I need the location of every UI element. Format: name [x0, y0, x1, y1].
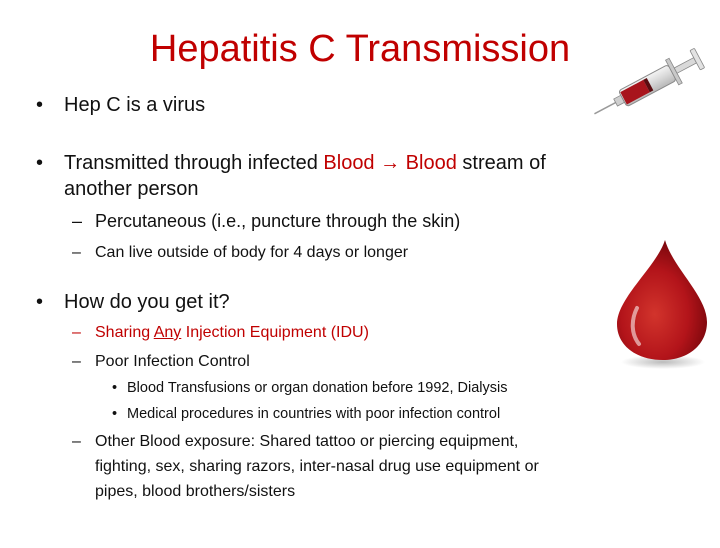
dash: – — [72, 244, 81, 261]
slide-title: Hepatitis C Transmission — [149, 28, 571, 70]
bullet-dot: • — [36, 291, 44, 313]
dash: – — [72, 324, 81, 341]
bullet-2-highlight: Blood → Blood — [323, 152, 457, 174]
syringe-icon — [584, 40, 716, 124]
dash: – — [72, 353, 81, 370]
bullet-3: How do you get it? — [64, 291, 230, 313]
bullet-3-sub1-c: Injection Equipment (IDU) — [181, 324, 369, 341]
bullet-3-sub1 — [95, 324, 369, 342]
dash: – — [72, 211, 83, 231]
sub-bullet-dot: • — [112, 406, 118, 422]
bullet-3-sub3-line3: pipes, blood brothers/sisters — [95, 483, 296, 500]
bullet-1: Hep C is a virus — [64, 94, 206, 116]
bullet-3-sub3-line1: Other Blood exposure: Shared tattoo or piercing equipment, — [95, 433, 519, 450]
bullet-3-sub3-line2: fighting, sex, sharing razors, inter-nasal drug use equipment or — [95, 458, 539, 475]
bullet-3-sub2-item2: Medical procedures in countries with poor infection control — [127, 406, 501, 422]
bullet-2-sub1: Percutaneous (i.e., puncture through the skin) — [95, 211, 461, 231]
bullet-3-sub1-a: Sharing — [95, 324, 154, 341]
bullet-2-sub2: Can live outside of body for 4 days or longer — [95, 244, 409, 261]
bullet-2-text-end: stream of — [456, 152, 546, 174]
bullet-2-text: Transmitted through infected — [64, 152, 324, 174]
bullet-3-sub2-item1: Blood Transfusions or organ donation before 1992, Dialysis — [127, 380, 508, 396]
bullet-2-line2: another person — [64, 178, 199, 200]
blood-drop-icon — [607, 236, 717, 372]
bullet-2-line1 — [64, 152, 546, 175]
bullet-3-sub2: Poor Infection Control — [95, 353, 250, 370]
bullet-dot: • — [36, 152, 44, 174]
sub-bullet-dot: • — [112, 380, 118, 396]
bullet-dot: • — [36, 94, 44, 116]
bullet-3-sub1-emphasis: Any — [153, 324, 182, 341]
dash: – — [72, 433, 81, 450]
